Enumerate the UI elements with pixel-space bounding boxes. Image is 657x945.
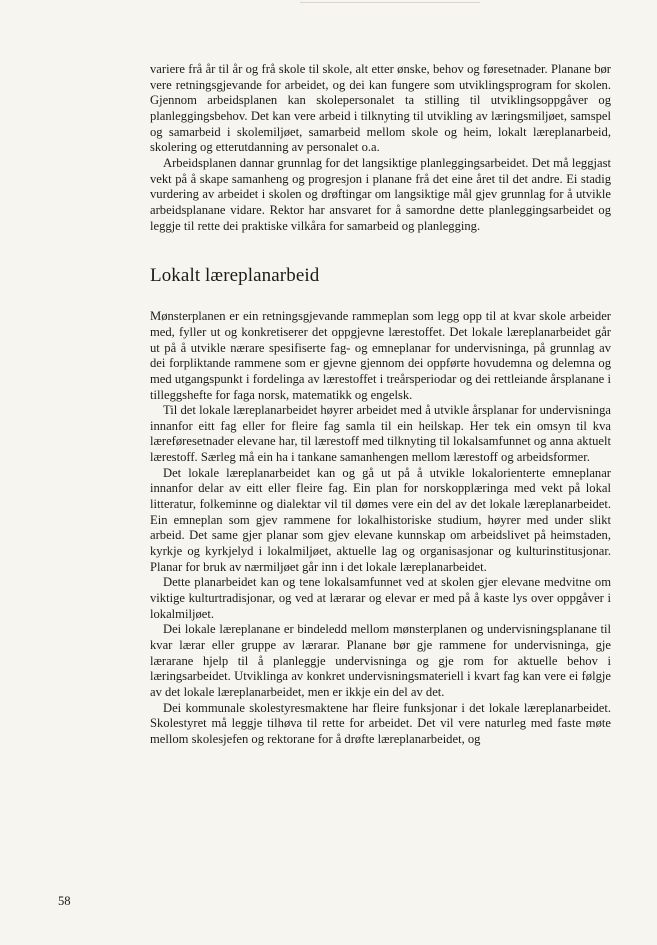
intro-paragraph-1: variere frå år til år og frå skole til skole, alt etter ønske, behov og føresetnader. Planane bør vere retningsgjevande for arbeidet, og dei kan fungere som utviklingsprogram for skolen. Gjennom arbeidsplanen kan skolepersonalet ta stilling til utviklingsoppgåver og planleggingsbehov. Det kan vere arbeid i tilknyting til utvikling av læringsmiljøet, samspel og samarbeid i skolemiljøet, samarbeid mellom skole og heim, lokalt læreplanarbeid, skolering og etterutdanning av personalet o.a.	[150, 62, 611, 155]
section-paragraph-6: Dei kommunale skolestyresmaktene har fleire funksjonar i det lokale læreplanarbeidet. Skolestyret må leggje tilhøva til rette for arbeidet. Det vil vere naturleg med faste møte mellom skolesjefen og rektorane for å drøfte læreplanarbeidet, og	[150, 700, 611, 746]
scan-edge-line	[300, 2, 480, 3]
section-paragraph-3: Det lokale læreplanarbeidet kan og gå ut på å utvikle lokalorienterte emneplanar innanfor delar av eitt eller fleire fag. Ein plan for norskopplæringa med vekt på lokal litteratur, folkeminne og dialektar vil til dømes vere ein del av det lokale læreplanarbeidet. Ein emneplan som gjev rammene for lokalhistoriske studium, høyrer med under slikt arbeid. Det same gjer planar som gjev elevane kunnskap om arbeidslivet på heimstaden, kyrkje og kyrkjelyd i lokalmiljøet, aktuelle lag og organisasjonar og kulturinstitusjonar. Planar for bruk av nærmiljøet går inn i det lokale læreplanarbeidet.	[150, 465, 611, 574]
page-number: 58	[58, 894, 71, 908]
section-paragraph-5: Dei lokale læreplanane er bindeledd mellom mønsterplanen og undervisningsplanane til kvar lærar eller gruppe av lærarar. Planane bør gje rammene for undervisninga, gje lærarane hjelp til å planleggje undervisninga og gje rom for aktuelle behov i læringsarbeidet. Utviklinga av konkret undervisningsmateriell i kvart fag kan vere ei følgje av det lokale læreplanarbeidet, men er ikkje ein del av det.	[150, 622, 611, 699]
section-paragraph-4: Dette planarbeidet kan og tene lokalsamfunnet ved at skolen gjer elevane medvitne om viktige kulturtradisjonar, og ved at lærarar og elevar er med på å kaste lys over oppgåver i lokalmiljøet.	[150, 575, 611, 621]
section-paragraph-2: Til det lokale læreplanarbeidet høyrer arbeidet med å utvikle årsplanar for undervisninga innanfor eitt fag eller for fleire fag samla til ein heilskap. Her tek ein omsyn til kva læreføresetnader elevane har, til lærestoff med tilknyting til lokalsamfunnet og anna aktuelt lærestoff. Særleg må ein ha i tankane samanhengen mellom lærestoff og arbeidsformer.	[150, 403, 611, 465]
section-paragraph-1: Mønsterplanen er ein retningsgjevande rammeplan som legg opp til at kvar skole arbeider med, fyller ut og konkretiserer det oppgjevne lærestoffet. Det lokale læreplanarbeidet går ut på å utvikle nærare spesifiserte fag- og emneplanar for undervisninga, på grunnlag av dei forpliktande rammene som er gjevne gjennom dei oppførte hovudemna og delemna og med utgangspunkt i fordelinga av lærestoffet i treårsperiodar og dei rettleiande årsplanane i tilleggshefte for faga norsk, matematikk og engelsk.	[150, 309, 611, 402]
intro-paragraph-2: Arbeidsplanen dannar grunnlag for det langsiktige planleggingsarbeidet. Det må leggjast vekt på å skape samanheng og progresjon i planane frå det eine året til det andre. Ei stadig vurdering av arbeidet i skolen og drøftingar om langsiktige mål gjev grunnlag for å utvikle arbeidsplanane vidare. Rektor har ansvaret for å samordne dette planleggingsarbeidet og leggje til rette dei praktiske vilkåra for samarbeid og planlegging.	[150, 155, 611, 233]
section-heading: Lokalt læreplanarbeid	[150, 265, 320, 287]
text-column	[150, 62, 611, 748]
